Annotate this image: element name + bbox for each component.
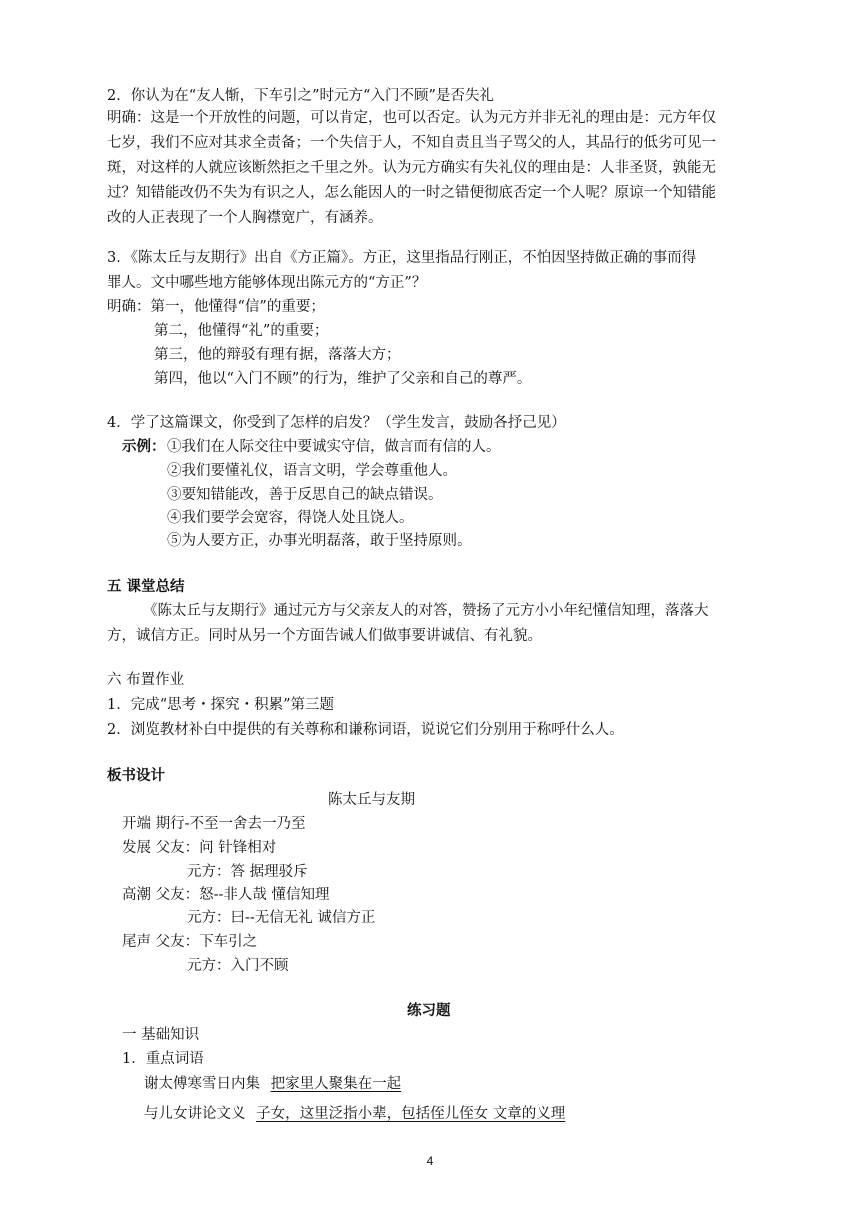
homework-heading: 六 布置作业 [107, 672, 185, 688]
word-meaning: 子女，这里泛指小辈，包括侄儿侄女 文章的义理 [256, 1106, 566, 1122]
q4-example-item: ③要知错能改，善于反思自己的缺点错误。 [167, 487, 443, 503]
word-phrase: 与儿女讲论文义 [144, 1106, 246, 1122]
page-number: 4 [426, 1154, 434, 1168]
summary-heading: 五 课堂总结 [107, 578, 185, 595]
q3-answer-line: 第三，他的辩驳有理有据，落落大方； [154, 347, 401, 363]
board-title: 陈太丘与友期 [328, 792, 415, 808]
q2-answer-line: 七岁，我们不应对其求全责备；一个失信于人，不知自责且当子骂父的人，其品行的低劣可见一 [107, 135, 716, 151]
exercise-item: 1．重点词语 [122, 1051, 204, 1067]
q3-question-line: 3．《陈太丘与友期行》出自《方正篇》。方正，这里指品行刚正，不怕因坚持做正确的事而得 [107, 250, 697, 266]
q4-example-item: ④我们要学会宽容，得饶人处且饶人。 [167, 510, 414, 526]
board-line: 尾声 父友：下车引之 [122, 934, 258, 950]
word-row [144, 1074, 401, 1094]
q2-question: 2．你认为在“友人惭，下车引之”时元方“入门不顾”是否失礼 [107, 88, 494, 104]
board-line: 元方：答 据理驳斥 [187, 864, 308, 880]
q2-answer-line: 明确：这是一个开放性的问题，可以肯定，也可以否定。认为元方并非无礼的理由是：元方年仅 [107, 110, 716, 126]
q3-answer-line: 第四，他以“入门不顾”的行为，维护了父亲和自己的尊严。 [154, 371, 532, 387]
word-row [144, 1104, 565, 1124]
board-line: 开端 期行-不至一舍去一乃至 [122, 816, 306, 832]
q4-example-item: ②我们要懂礼仪，语言文明，学会尊重他人。 [167, 463, 457, 479]
exercise-section: 一 基础知识 [122, 1027, 200, 1043]
board-line: 元方：曰--无信无礼 诚信方正 [187, 910, 376, 926]
board-line: 发展 父友：问 针锋相对 [122, 840, 277, 856]
word-meaning: 把家里人聚集在一起 [270, 1076, 402, 1092]
board-line: 高潮 父友：怒--非人哉 懂信知理 [122, 887, 330, 903]
q3-question-line: 罪人。文中哪些地方能够体现出陈元方的“方正”？ [107, 275, 427, 291]
q2-answer-line: 改的人正表现了一个人胸襟宽广，有涵养。 [107, 210, 383, 226]
board-heading: 板书设计 [107, 767, 165, 784]
q4-example-item: ①我们在人际交往中要诚实守信，做言而有信的人。 [167, 439, 501, 455]
q4-question: 4．学了这篇课文，你受到了怎样的启发？（学生发言，鼓励各抒己见） [107, 415, 566, 431]
summary-line: 《陈太丘与友期行》通过元方与父亲友人的对答，赞扬了元方小小年纪懂信知理，落落大 [143, 603, 709, 619]
q2-answer-line: 过？知错能改仍不失为有识之人，怎么能因人的一时之错便彻底否定一个人呢？原谅一个知错能 [107, 185, 716, 201]
q3-answer-line: 明确：第一，他懂得“信”的重要； [107, 299, 325, 315]
summary-line: 方，诚信方正。同时从另一个方面告诫人们做事要讲诚信、有礼貌。 [107, 628, 542, 644]
homework-item: 2．浏览教材补白中提供的有关尊称和谦称词语，说说它们分别用于称呼什么人。 [107, 722, 624, 738]
q4-example-label: 示例： [122, 438, 166, 455]
board-line: 元方：入门不顾 [187, 958, 289, 974]
exercise-title: 练习题 [407, 1002, 451, 1019]
q2-answer-line: 斑，对这样的人就应该断然拒之千里之外。认为元方确实有失礼仪的理由是：人非圣贤，孰能无 [107, 160, 716, 176]
homework-item: 1．完成“思考・探究・积累”第三题 [107, 697, 335, 713]
q4-example-item: ⑤为人要方正，办事光明磊落，敢于坚持原则。 [167, 533, 472, 549]
q3-answer-line: 第二，他懂得“礼”的重要； [154, 323, 329, 339]
word-phrase: 谢太傅寒雪日内集 [144, 1076, 260, 1092]
